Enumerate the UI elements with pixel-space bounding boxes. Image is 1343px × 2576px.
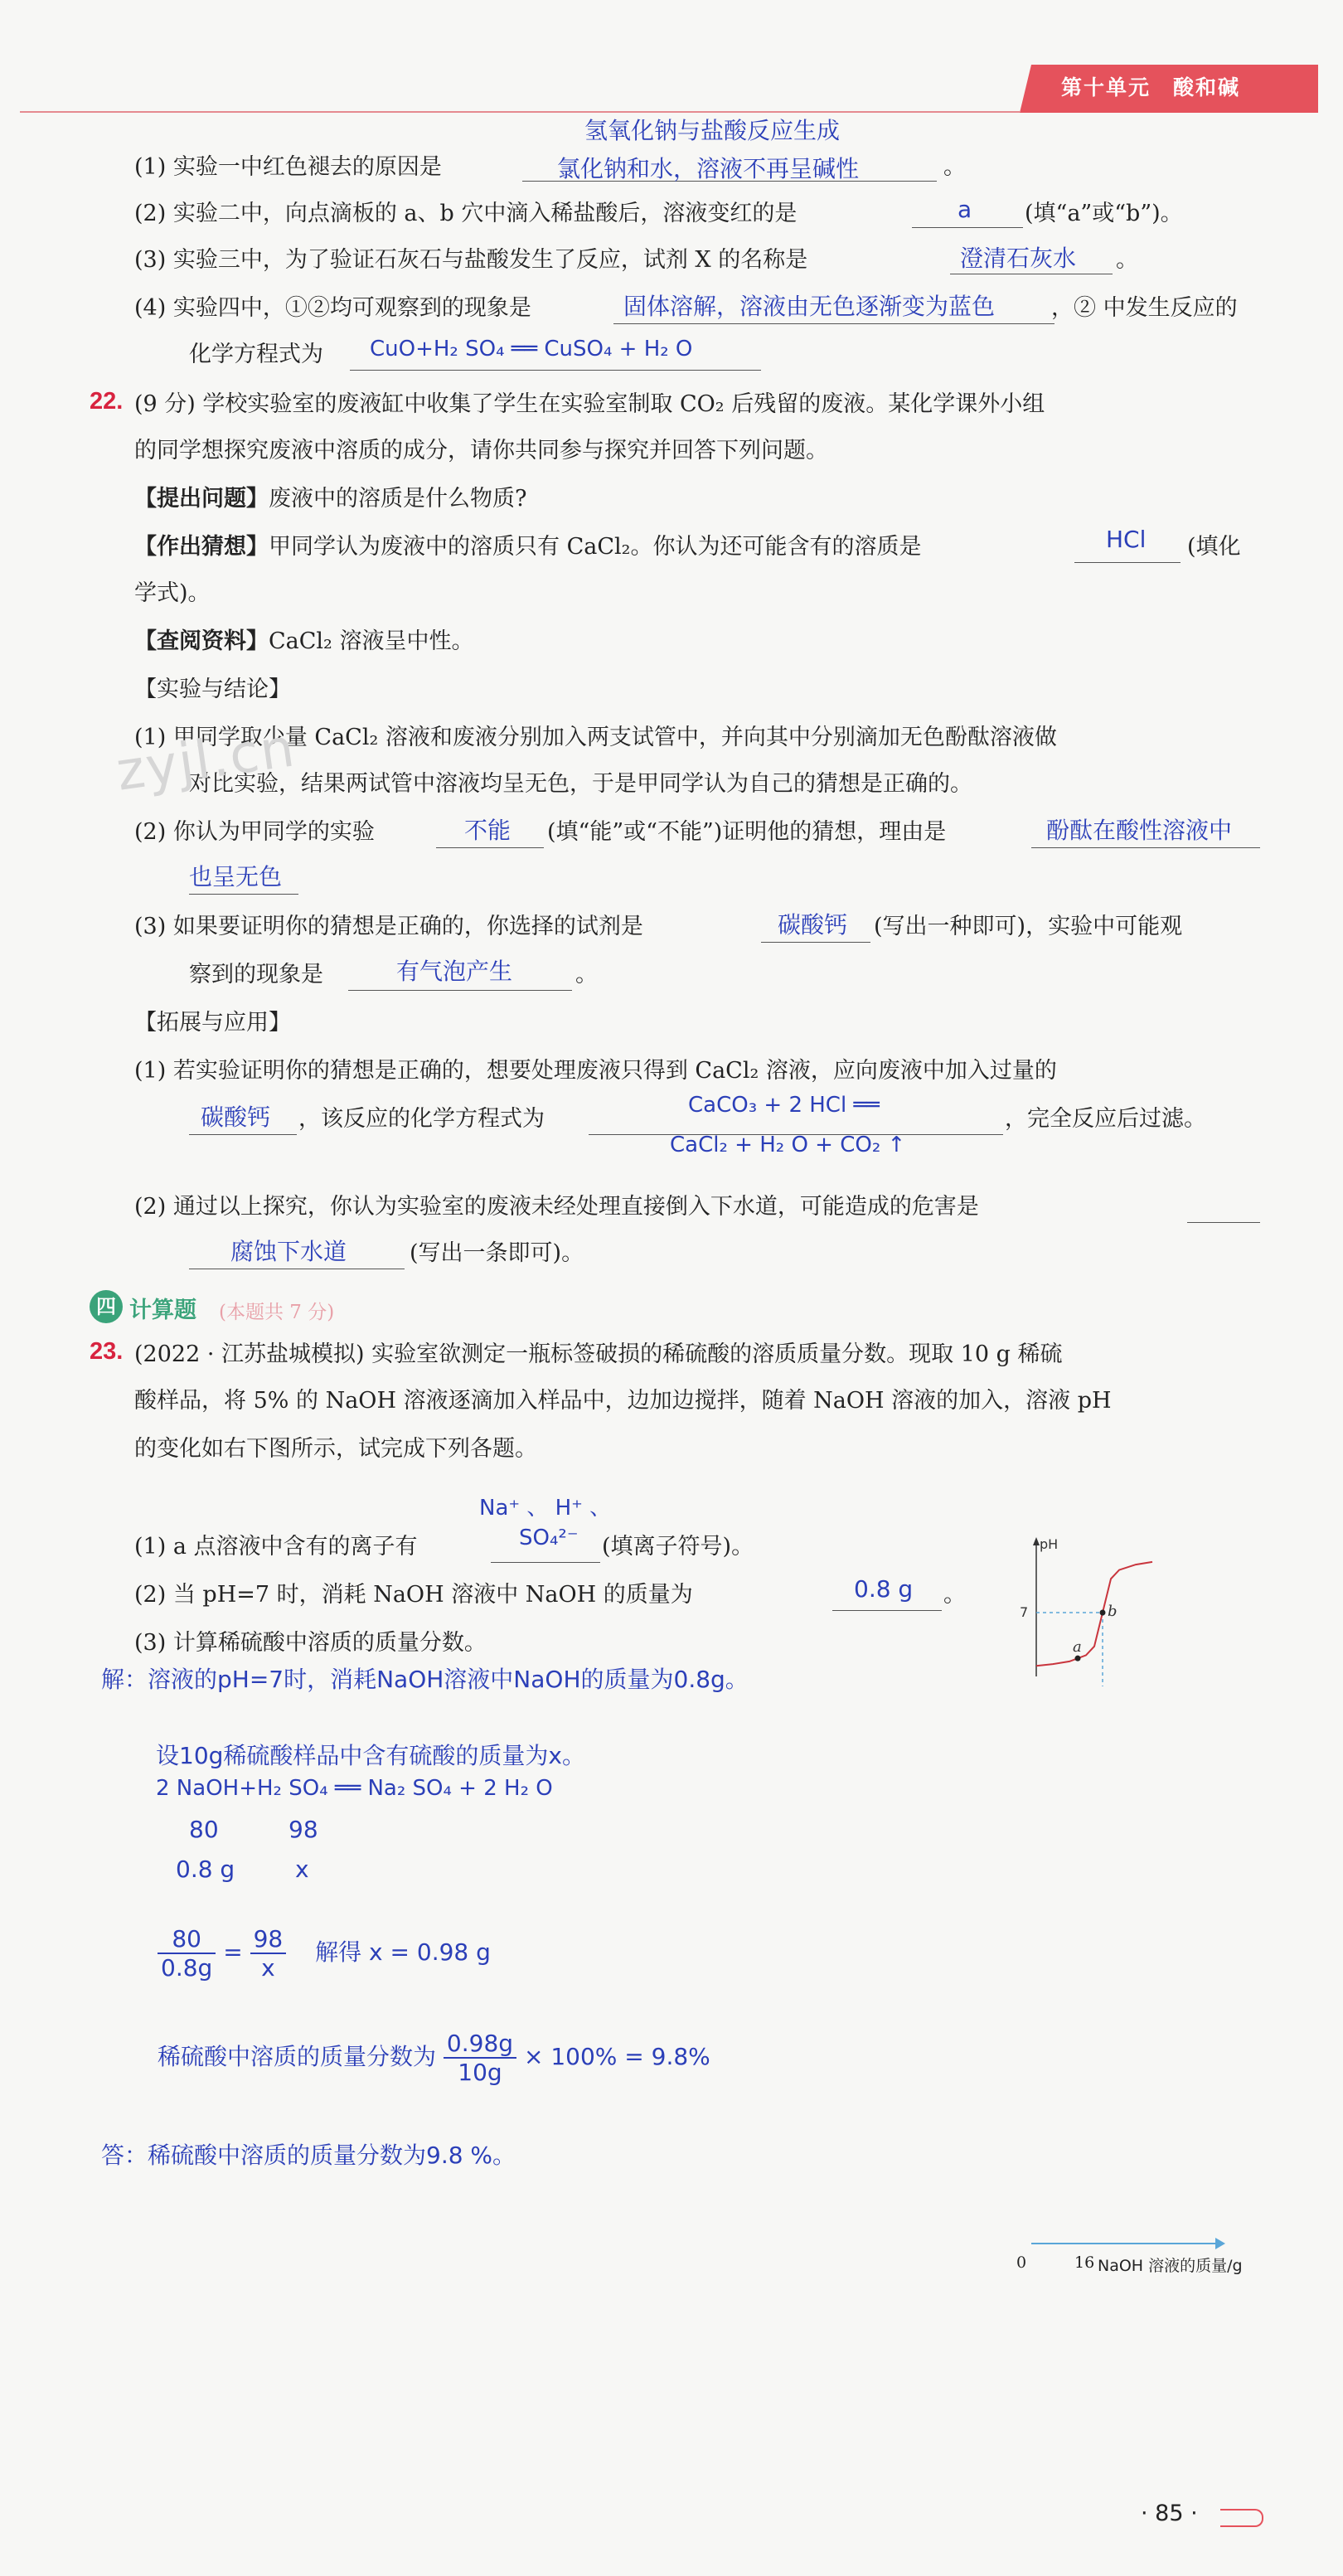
section-note: (本题共 7 分) bbox=[219, 1302, 335, 1323]
q23-intro-2: 酸样品，将 5% 的 NaOH 溶液逐滴加入样品中，边加边搅拌，随着 NaOH 溶液的加入，溶液 pH bbox=[134, 1388, 1112, 1414]
q23-mass-80: 80 bbox=[189, 1816, 219, 1843]
q22-x1-equation-1: CaCO₃ + 2 HCl ══ bbox=[688, 1093, 880, 1118]
section-title: 计算题 bbox=[129, 1298, 196, 1323]
q21-p1-answer-top: 氢氧化钠与盐酸反应生成 bbox=[584, 117, 841, 144]
q22-guess-answer: HCl bbox=[1106, 526, 1147, 553]
q23-p1-text: (1) a 点溶液中含有的离子有 bbox=[134, 1534, 418, 1560]
q23-equation: 2 NaOH+H₂ SO₄ ══ Na₂ SO₄ + 2 H₂ O bbox=[156, 1776, 553, 1801]
q23-p1-answer-top: Na⁺ 、 H⁺ 、 bbox=[479, 1496, 612, 1521]
y-axis-label: pH bbox=[1040, 1536, 1059, 1552]
q22-x2-answer: 腐蚀下水道 bbox=[230, 1238, 347, 1265]
page-number: · 85 · bbox=[1141, 2501, 1198, 2526]
answer-blank bbox=[1187, 1222, 1260, 1223]
q22-x1-tail: ，完全反应后过滤。 bbox=[1005, 1106, 1206, 1132]
q21-p1-answer: 氯化钠和水，溶液不再呈碱性 bbox=[557, 155, 860, 182]
q22-e2-a: (2) 你认为甲同学的实验 bbox=[134, 819, 375, 845]
answer-blank bbox=[832, 1610, 942, 1611]
header-rule bbox=[20, 111, 1020, 113]
q22-e2-b: (填“能”或“不能”)证明他的猜想，理由是 bbox=[547, 819, 947, 845]
answer-blank bbox=[436, 847, 544, 848]
q21-p2-tail: (填“a”或“b”)。 bbox=[1025, 201, 1183, 226]
q22-e3-b: (写出一种即可)，实验中可能观 bbox=[874, 914, 1183, 939]
q22-e3-c: 察到的现象是 bbox=[189, 962, 323, 987]
q23-mass-0.8g: 0.8 g bbox=[176, 1856, 235, 1883]
q22-e3-answer1: 碳酸钙 bbox=[778, 911, 848, 939]
q23-p1-tail: (填离子符号)。 bbox=[602, 1534, 754, 1560]
q22-x1-b: ，该反应的化学方程式为 bbox=[298, 1106, 545, 1132]
q22-e3-tail: 。 bbox=[575, 962, 598, 987]
q23-answer: 答：稀硫酸中溶质的质量分数为9.8 %。 bbox=[101, 2142, 516, 2169]
watermark: zyjl.cn bbox=[112, 717, 300, 803]
x-axis-label: NaOH 溶液的质量/g bbox=[1098, 2257, 1243, 2275]
q23-fraction-line: 稀硫酸中溶质的质量分数为 $\frac{0.98g}{10g}$ × 100% = 9.8% bbox=[158, 2030, 710, 2086]
q21-p3-answer: 澄清石灰水 bbox=[960, 245, 1077, 272]
q21-p4-line2: 化学方程式为 bbox=[189, 342, 323, 367]
point-a-label: a bbox=[1073, 1638, 1082, 1657]
q21-p2-answer: a bbox=[958, 196, 972, 223]
q22-ext-head: 【拓展与应用】 bbox=[134, 1010, 291, 1036]
q22-number: 22. bbox=[90, 388, 124, 415]
answer-blank bbox=[613, 323, 1055, 324]
q23-mass-x: x bbox=[295, 1856, 309, 1883]
q23-p1-answer: SO₄²⁻ bbox=[519, 1526, 579, 1550]
q21-p1-text: (1) 实验一中红色褪去的原因是 bbox=[134, 154, 442, 180]
q23-number: 23. bbox=[90, 1338, 124, 1365]
q23-p2-text: (2) 当 pH=7 时，消耗 NaOH 溶液中 NaOH 的质量为 bbox=[134, 1582, 693, 1608]
q23-p2-answer: 0.8 g bbox=[854, 1575, 914, 1603]
answer-blank bbox=[761, 942, 870, 943]
q22-e1-line1: (1) 甲同学取少量 CaCl₂ 溶液和废液分别加入两支试管中，并向其中分别滴加无色酚酞溶液做 bbox=[134, 725, 1057, 750]
q22-e1-line2: 对比实验，结果两试管中溶液均呈无色，于是甲同学认为自己的猜想是正确的。 bbox=[189, 771, 972, 797]
q22-guess-line2: 学式)。 bbox=[134, 580, 211, 606]
q22-ref: 【查阅资料】CaCl₂ 溶液呈中性。 bbox=[134, 628, 474, 654]
x-axis bbox=[1031, 2243, 1219, 2244]
q22-e2-answer1: 不能 bbox=[464, 817, 512, 844]
answer-blank bbox=[189, 1134, 297, 1135]
q22-x1-equation-2: CaCl₂ + H₂ O + CO₂ ↑ bbox=[670, 1133, 906, 1157]
answer-blank bbox=[348, 990, 572, 991]
unit-title: 第十单元 酸和碱 bbox=[1061, 75, 1241, 99]
q22-x2-tail: (写出一条即可)。 bbox=[410, 1240, 584, 1266]
x-tick-0: 0 bbox=[1016, 2253, 1027, 2272]
ph-curve bbox=[1036, 1562, 1152, 1666]
answer-blank bbox=[491, 1562, 600, 1563]
q23-p3-text: (3) 计算稀硫酸中溶质的质量分数。 bbox=[134, 1630, 487, 1656]
q22-e2-answer3: 也呈无色 bbox=[189, 863, 283, 890]
answer-blank bbox=[1074, 562, 1181, 563]
q22-guess-tail: (填化 bbox=[1187, 534, 1241, 560]
q22-e3-a: (3) 如果要证明你的猜想是正确的，你选择的试剂是 bbox=[134, 914, 643, 939]
q21-p2-text: (2) 实验二中，向点滴板的 a、b 穴中滴入稀盐酸后，溶液变红的是 bbox=[134, 201, 798, 226]
q21-p4-text: (4) 实验四中，①②均可观察到的现象是 bbox=[134, 295, 531, 321]
q22-ask: 【提出问题】废液中的溶质是什么物质? bbox=[134, 486, 527, 512]
q22-x1-line1: (1) 若实验证明你的猜想是正确的，想要处理废液只得到 CaCl₂ 溶液，应向废液中加入过量的 bbox=[134, 1058, 1057, 1084]
q22-intro-2: 的同学想探究废液中溶质的成分，请你共同参与探究并回答下列问题。 bbox=[134, 438, 828, 463]
answer-blank bbox=[912, 227, 1023, 228]
x-axis-arrow bbox=[1215, 2238, 1225, 2249]
y-axis-arrow bbox=[1033, 1537, 1040, 1545]
point-b bbox=[1100, 1610, 1106, 1616]
answer-blank bbox=[189, 894, 298, 895]
x-tick-16: 16 bbox=[1074, 2253, 1095, 2272]
q22-x1-answer1: 碳酸钙 bbox=[201, 1104, 271, 1131]
ph-chart bbox=[1003, 1526, 1169, 1691]
q23-solution-2: 设10g稀硫酸样品中含有硫酸的质量为x。 bbox=[156, 1742, 585, 1769]
q21-p1-tail: 。 bbox=[943, 154, 966, 180]
q21-p3-text: (3) 实验三中，为了验证石灰石与盐酸发生了反应，试剂 X 的名称是 bbox=[134, 247, 808, 273]
answer-blank bbox=[350, 370, 761, 371]
q22-x2-line1: (2) 通过以上探究，你认为实验室的废液未经处理直接倒入下水道，可能造成的危害是 bbox=[134, 1194, 979, 1220]
y-tick-7: 7 bbox=[1020, 1604, 1029, 1620]
q22-e2-answer2: 酚酞在酸性溶液中 bbox=[1046, 817, 1233, 844]
q22-intro-1: (9 分) 学校实验室的废液缸中收集了学生在实验室制取 CO₂ 后残留的废液。某化学课外小组 bbox=[134, 391, 1045, 417]
page-number-decoration bbox=[1220, 2509, 1263, 2527]
q23-solution-1: 解：溶液的pH=7时，消耗NaOH溶液中NaOH的质量为0.8g。 bbox=[101, 1666, 749, 1693]
q22-guess: 【作出猜想】甲同学认为废液中的溶质只有 CaCl₂。你认为还可能含有的溶质是 bbox=[134, 534, 922, 560]
answer-blank bbox=[1031, 847, 1260, 848]
q21-p4-tail: ，② 中发生反应的 bbox=[1051, 295, 1238, 321]
q23-proportion: $\frac{80}{0.8g}$ = $\frac{98}{x}$ 解得 x = 0.98 g bbox=[158, 1925, 491, 1982]
point-b-label: b bbox=[1108, 1603, 1118, 1620]
q22-exp-head: 【实验与结论】 bbox=[134, 677, 291, 702]
section-badge: 四 bbox=[90, 1290, 123, 1323]
q23-intro-1: (2022 · 江苏盐城模拟) 实验室欲测定一瓶标签破损的稀硫酸的溶质质量分数。现取 10 g 稀硫 bbox=[134, 1341, 1063, 1367]
point-a bbox=[1075, 1656, 1081, 1662]
q22-e3-answer2: 有气泡产生 bbox=[396, 958, 513, 985]
q23-p2-tail: 。 bbox=[943, 1582, 966, 1608]
q21-p4-equation: CuO+H₂ SO₄ ══ CuSO₄ + H₂ O bbox=[370, 337, 693, 361]
q21-p4-answer: 固体溶解，溶液由无色逐渐变为蓝色 bbox=[623, 293, 996, 320]
q23-mass-98: 98 bbox=[288, 1816, 318, 1843]
q21-p3-tail: 。 bbox=[1116, 247, 1138, 273]
q23-intro-3: 的变化如右下图所示，试完成下列各题。 bbox=[134, 1436, 537, 1462]
